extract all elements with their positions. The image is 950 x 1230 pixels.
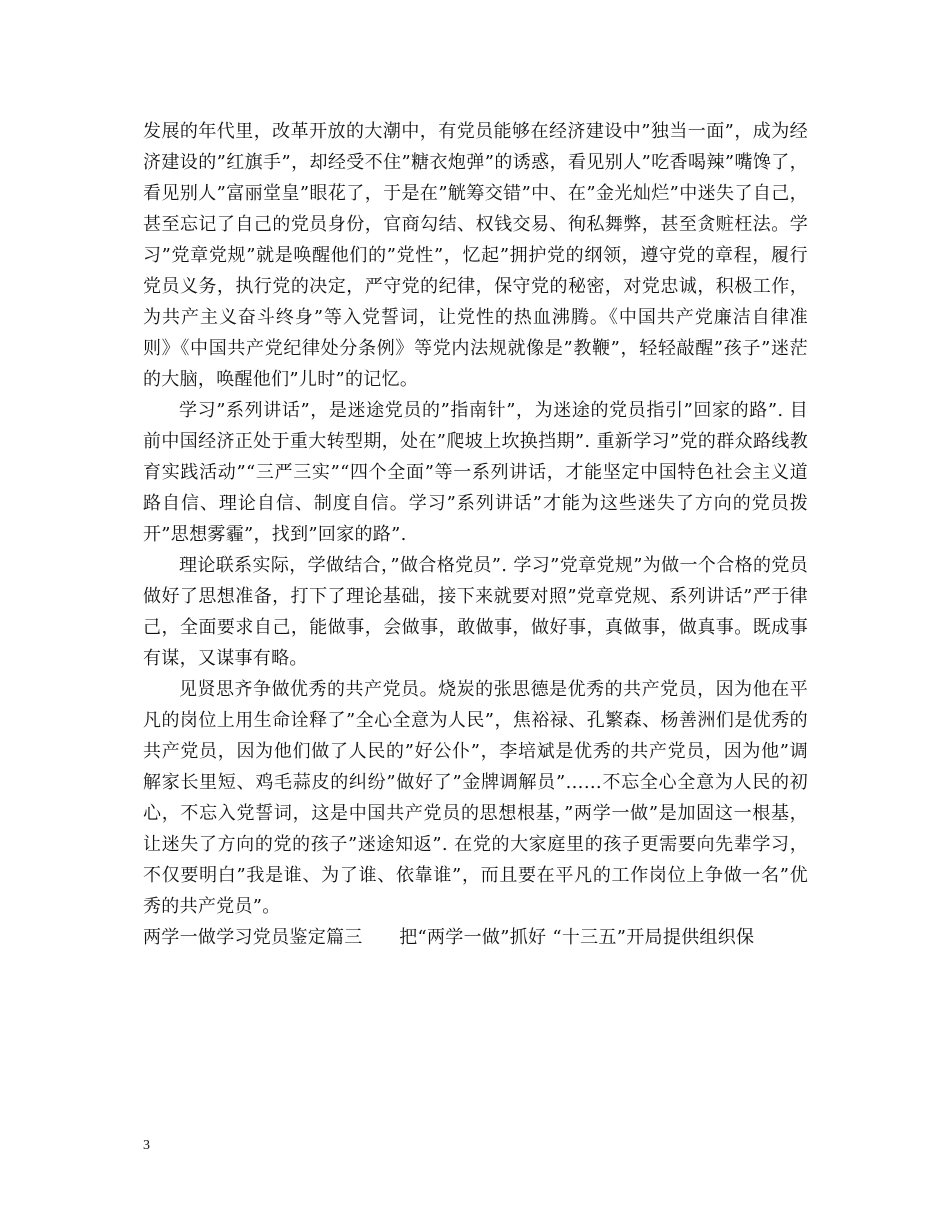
paragraph-3: 理论联系实际，学做结合，”做合格党员”. 学习”党章党规”为做一个合格的党员做好了思想准备，打下了理论基础，接下来就要对照”党章党规、系列讲话”严于律己，全面要求自己，能做事，会做事，敢做事，做好事，真做事，做真事。既成事有谋，又谋事有略。: [143, 555, 808, 669]
page-number: 3: [143, 1138, 150, 1153]
paragraph-1: 发展的年代里，改革开放的大潮中，有党员能够在经济建设中”独当一面”，成为经济建设的”红旗手”，却经受不住”糖衣炮弹”的诱惑，看见别人”吃香喝辣”嘴馋了，看见别人”富丽堂皇”眼花了，于是在”觥筹交错”中、在”金光灿烂”中迷失了自己，甚至忘记了自己的党员身份，官商勾结、权钱交易、徇私舞弊，甚至贪赃枉法。学习”党章党规”就是唤醒他们的”党性”，忆起”拥护党的纲领，遵守党的章程，履行党员义务，执行党的决定，严守党的纪律，保守党的秘密，对党忠诚，积极工作，为共产主义奋斗终身”等入党誓词，让党性的热血沸腾。《中国共产党廉洁自律准则》《中国共产党纪律处分条例》等党内法规就像是”教鞭”，轻轻敲醒”孩子”迷茫的大脑，唤醒他们”儿时”的记忆。: [143, 121, 808, 390]
document-body: [143, 116, 808, 953]
paragraph-4: 见贤思齐争做优秀的共产党员。烧炭的张思德是优秀的共产党员，因为他在平凡的岗位上用生命诠释了”全心全意为人民”，焦裕禄、孔繁森、杨善洲们是优秀的共产党员，因为他们做了人民的”好公仆”，李培斌是优秀的共产党员，因为他”调解家长里短、鸡毛蒜皮的纠纷”做好了”金牌调解员”……不忘全心全意为人民的初心，不忘入党誓词，这是中国共产党员的思想根基，”两学一做”是加固这一根基，让迷失了方向的党的孩子”迷途知返”. 在党的大家庭里的孩子更需要向先辈学习，不仅要明白”我是谁、为了谁、依靠谁”，而且要在平凡的工作岗位上争做一名”优秀的共产党员”。: [143, 679, 808, 917]
section-heading-line: 两学一做学习党员鉴定篇三 把“两学一做”抓好 “十三五”开局提供组织保: [143, 927, 755, 948]
paragraph-2: 学习”系列讲话”，是迷途党员的”指南针”，为迷途的党员指引”回家的路”. 目前中国经济正处于重大转型期，处在”爬坡上坎换挡期”. 重新学习”党的群众路线教育实践活动”“三严三实”“四个全面”等一系列讲话，才能坚定中国特色社会主义道路自信、理论自信、制度自信。学习”系列讲话”才能为这些迷失了方向的党员拨开”思想雾霾”，找到”回家的路”.: [143, 400, 808, 545]
